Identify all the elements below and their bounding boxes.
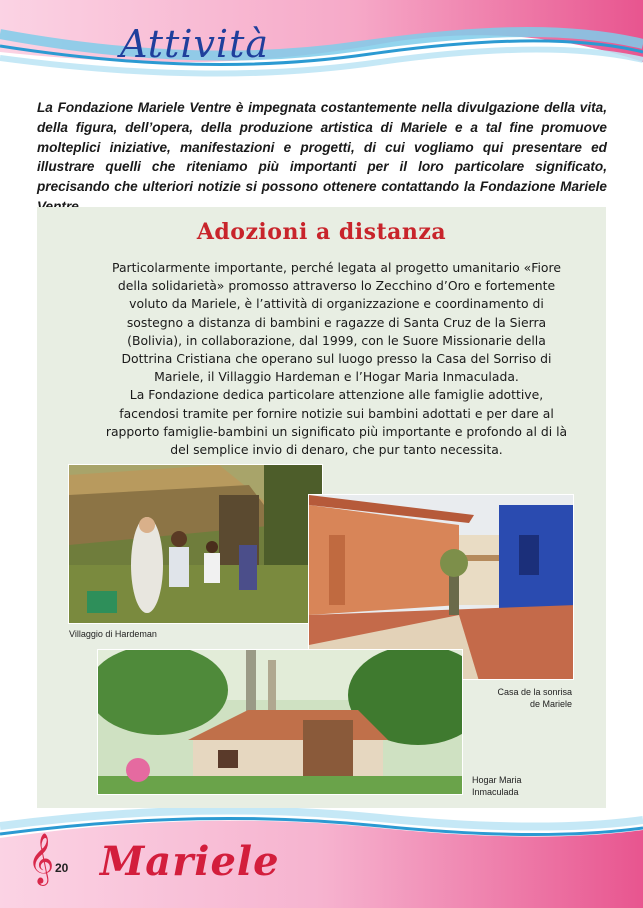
header-wave-decoration: [0, 0, 643, 100]
section-paragraph-2: La Fondazione dedica particolare attenzione alle famiglie adottive, facendosi tramite per fornire notizie sui bambini adottati e per dare al rapporto famiglie-bambini un significato più importante e profondo al di là del semplice invio di denaro, che pur tanto necessita.: [105, 387, 568, 458]
footer-wave-decoration: [0, 808, 643, 908]
intro-paragraph: [37, 98, 607, 217]
page-number: 20: [55, 861, 69, 875]
caption-hogar-line2: Inmaculada: [472, 787, 519, 797]
caption-casa-line1: Casa de la sonrisa: [497, 687, 572, 697]
caption-casa: [494, 686, 572, 710]
caption-hogar-line1: Hogar Maria: [472, 775, 522, 785]
brand-logo-text: Mariele: [100, 838, 280, 885]
page-title: Attività: [120, 22, 270, 66]
caption-hogar: [472, 774, 522, 798]
photo-villaggio-hardeman: [68, 464, 323, 624]
caption-villaggio: Villaggio di Hardeman: [69, 629, 157, 639]
section-title: Adozioni a distanza: [196, 219, 447, 245]
section-body: [75, 259, 570, 459]
page-footer: [0, 808, 643, 908]
section-paragraph-1: Particolarmente importante, perché legata al progetto umanitario «Fiore della solidarietà» promosso attraverso lo Zecchino d’Oro e fortemente voluto da Mariele, è l’attività di organizzazione e coordinamento di sostegno a distanza di bambini e ragazze di Santa Cruz de la Sierra (Bolivia), in collaborazione, dal 1999, con le Suore Missionarie della Dottrina Cristiana che operano sul luogo presso la Casa del Sorriso di Mariele, il Villaggio Hardeman e l’Hogar Maria Inmaculada.: [112, 260, 561, 385]
caption-casa-line2: de Mariele: [529, 699, 572, 709]
page-header: [0, 0, 643, 100]
treble-clef-icon: 𝄞: [28, 833, 55, 884]
intro-text: La Fondazione Mariele Ventre è impegnata costantemente nella divulgazione della vita, della figura, dell’opera, della produzione artistica di Mariele e a tal fine promuove molteplici iniziative, manifestazioni e progetti, di cui vogliamo qui presentare ed illustrare quelli che riteniamo più importanti per il loro particolare significato, precisando che ulteriori notizie si possono ottenere contattando la Fondazione Mariele: [37, 100, 607, 195]
photo-hogar-maria: [97, 649, 463, 795]
